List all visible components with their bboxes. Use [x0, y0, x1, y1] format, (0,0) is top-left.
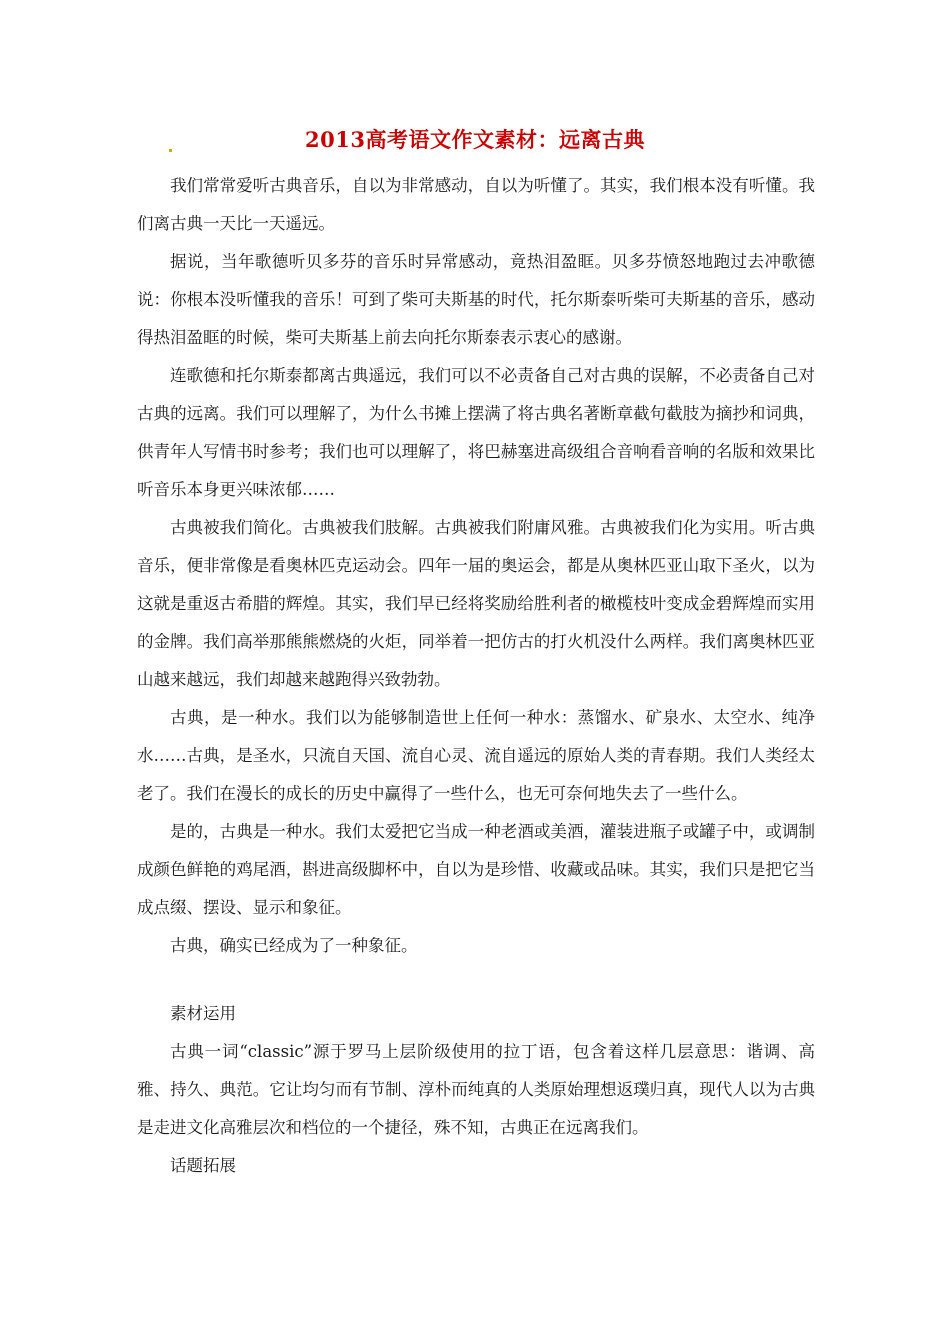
section-heading-extension: 话题拓展 [170, 1156, 236, 1175]
document-body [137, 167, 815, 1185]
section-heading-usage: 素材运用 [170, 1004, 236, 1023]
paragraph-2: 据说，当年歌德听贝多芬的音乐时异常感动，竟热泪盈眶。贝多芬愤怒地跑过去冲歌德说：你根本没听懂我的音乐！可到了柴可夫斯基的时代，托尔斯泰听柴可夫斯基的音乐，感动得热泪盈眶的时候，柴可夫斯基上前去向托尔斯泰表示衷心的感谢。 [137, 252, 815, 347]
paragraph-7: 古典，确实已经成为了一种象征。 [170, 936, 418, 955]
paragraph-6: 是的，古典是一种水。我们太爱把它当成一种老酒或美酒，灌装进瓶子或罐子中，或调制成颜色鲜艳的鸡尾酒，斟进高级脚杯中，自以为是珍惜、收藏或品味。其实，我们只是把它当成点缀、摆设、显示和象征。 [137, 822, 815, 917]
section-spacer [137, 965, 815, 995]
paragraph-5: 古典，是一种水。我们以为能够制造世上任何一种水：蒸馏水、矿泉水、太空水、纯净水……古典，是圣水，只流自天国、流自心灵、流自遥远的原始人类的青春期。我们人类经太老了。我们在漫长的成长的历史中赢得了一些什么，也无可奈何地失去了一些什么。 [137, 708, 815, 803]
paragraph-4: 古典被我们简化。古典被我们肢解。古典被我们附庸风雅。古典被我们化为实用。听古典音乐，便非常像是看奥林匹克运动会。四年一届的奥运会，都是从奥林匹亚山取下圣火，以为这就是重返古希腊的辉煌。其实，我们早已经将奖励给胜利者的橄榄枝叶变成金碧辉煌而实用的金牌。我们高举那熊熊燃烧的火炬，同举着一把仿古的打火机没什么两样。我们离奥林匹亚山越来越远，我们却越来越跑得兴致勃勃。 [137, 518, 815, 689]
paragraph-1: 我们常常爱听古典音乐，自以为非常感动，自以为听懂了。其实，我们根本没有听懂。我们离古典一天比一天遥远。 [137, 176, 815, 233]
document-title: 2013高考语文作文素材：远离古典 [305, 127, 645, 152]
paragraph-3: 连歌德和托尔斯泰都离古典遥远，我们可以不必责备自己对古典的误解，不必责备自己对古典的远离。我们可以理解了，为什么书摊上摆满了将古典名著断章截句截肢为摘抄和词典，供青年人写情书时参考；我们也可以理解了，将巴赫塞进高级组合音响看音响的名版和效果比听音乐本身更兴味浓郁…… [137, 366, 815, 499]
usage-paragraph: 古典一词“classic”源于罗马上层阶级使用的拉丁语，包含着这样几层意思：谐调、高雅、持久、典范。它让均匀而有节制、淳朴而纯真的人类原始理想返璞归真，现代人以为古典是走进文化高雅层次和档位的一个捷径，殊不知，古典正在远离我们。 [137, 1042, 815, 1137]
